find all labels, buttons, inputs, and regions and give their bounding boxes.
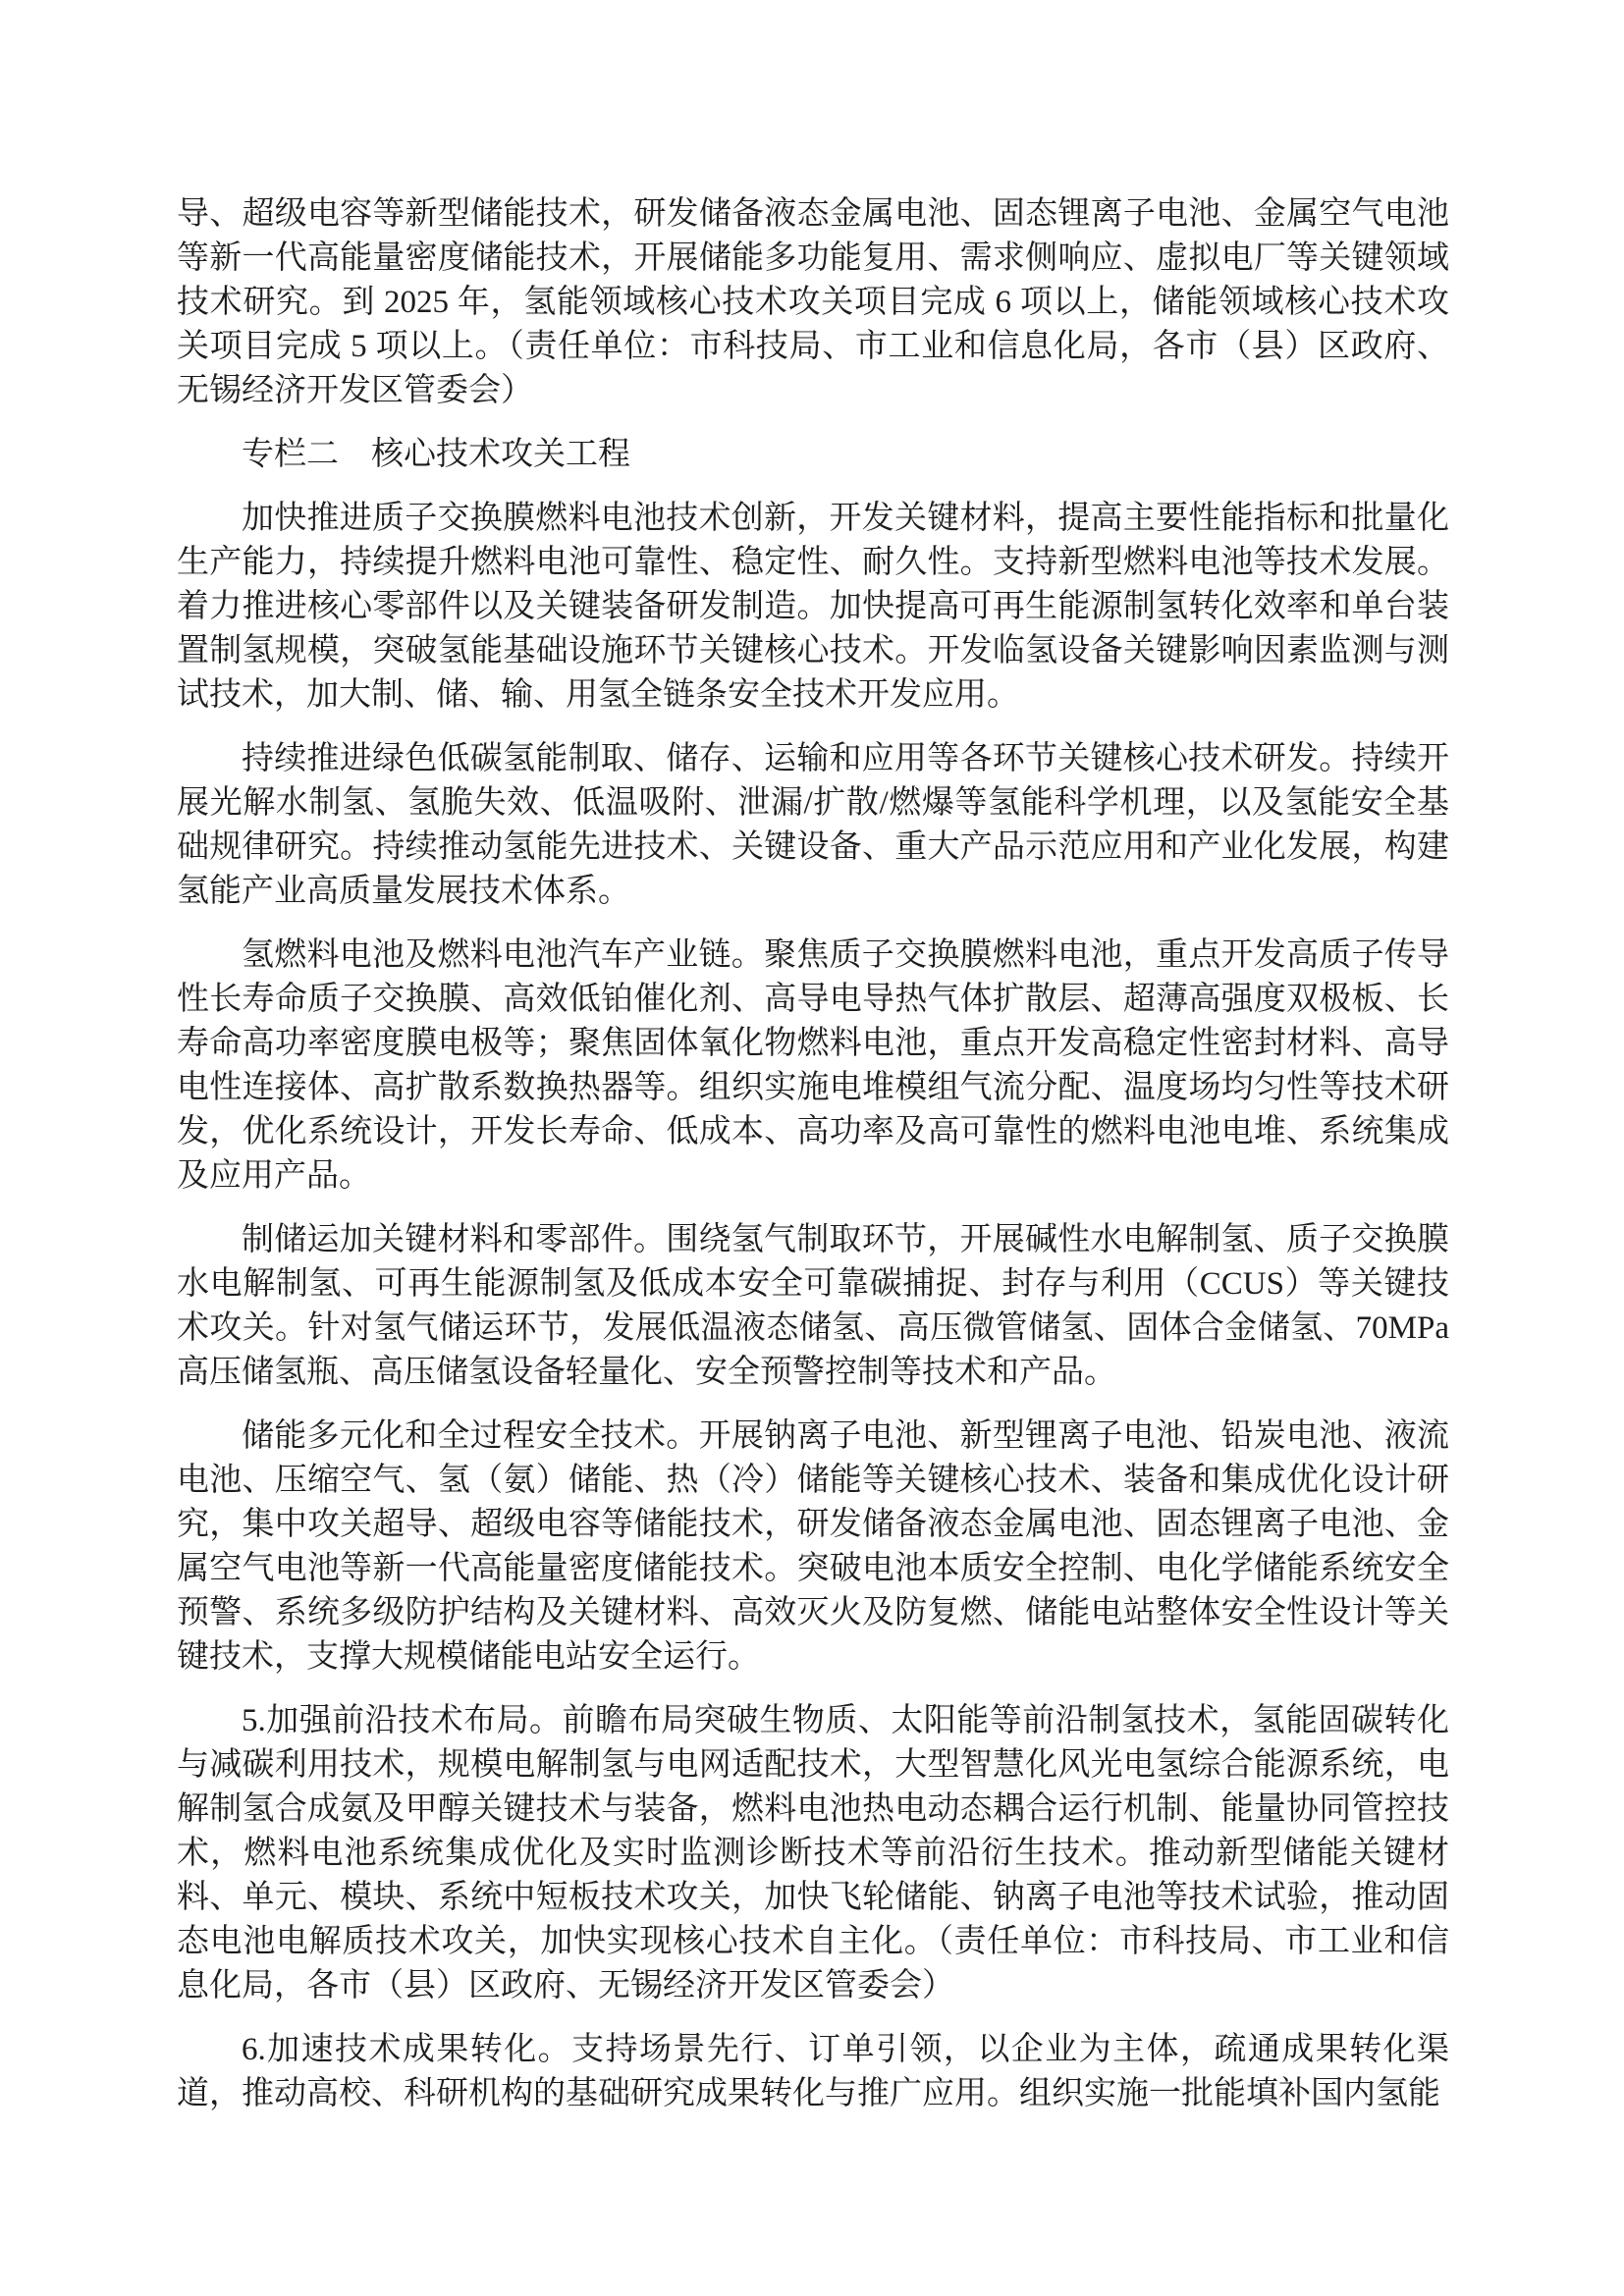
numbered-item-6-achievement-transfer: 6.加速技术成果转化。支持场景先行、订单引领，以企业为主体，疏通成果转化渠道，推动高校、科研机构的基础研究成果转化与推广应用。组织实施一批能填补国内氢能	[177, 2032, 1449, 2111]
numbered-item-5-frontier-technology: 5.加强前沿技术布局。前瞻布局突破生物质、太阳能等前沿制氢技术，氢能固碳转化与减碳利用技术，规模电解制氢与电网适配技术，大型智慧化风光电氢综合能源系统，电解制氢合成氨及甲醇关键技术与装备，燃料电池热电动态耦合运行机制、能量协同管控技术，燃料电池系统集成优化及实时监测诊断技术等前沿衍生技术。推动新型储能关键材料、单元、模块、系统中短板技术攻关，加快飞轮储能、钠离子电池等技术试验，推动固态电池电解质技术攻关，加快实现核心技术自主化。（责任单位：市科技局、市工业和信息化局，各市（县）区政府、无锡经济开发区管委会）	[177, 1703, 1449, 2003]
box-paragraph-fuel-cell-innovation: 加快推进质子交换膜燃料电池技术创新，开发关键材料，提高主要性能指标和批量化生产能力，持续提升燃料电池可靠性、稳定性、耐久性。支持新型燃料电池等技术发展。着力推进核心零部件以及关键装备研发制造。加快提高可再生能源制氢转化效率和单台装置制氢规模，突破氢能基础设施环节关键核心技术。开发临氢设备关键影响因素监测与测试技术，加大制、储、输、用氢全链条安全技术开发应用。	[177, 501, 1449, 713]
box-paragraph-energy-storage-safety: 储能多元化和全过程安全技术。开展钠离子电池、新型锂离子电池、铅炭电池、液流电池、压缩空气、氢（氨）储能、热（冷）储能等关键核心技术、装备和集成优化设计研究，集中攻关超导、超级电容等储能技术，研发储备液态金属电池、固态锂离子电池、金属空气电池等新一代高能量密度储能技术。突破电池本质安全控制、电化学储能系统安全预警、系统多级防护结构及关键材料、高效灭火及防复燃、储能电站整体安全性设计等关键技术，支撑大规模储能电站安全运行。	[177, 1418, 1449, 1675]
box-heading-column-two: 专栏二 核心技术攻关工程	[242, 437, 630, 472]
continuation-paragraph: 导、超级电容等新型储能技术，研发储备液态金属电池、固态锂离子电池、金属空气电池等新一代高能量密度储能技术，开展储能多功能复用、需求侧响应、虚拟电厂等关键领域技术研究。到 2025 年，氢能领域核心技术攻关项目完成 6 项以上，储能领域核心技术攻关项目完成 5 项以上。（责任单位：市科技局、市工业和信息化局，各市（县）区政府、无锡经济开发区管委会）	[177, 196, 1449, 408]
box-paragraph-green-low-carbon-hydrogen: 持续推进绿色低碳氢能制取、储存、运输和应用等各环节关键核心技术研发。持续开展光解水制氢、氢脆失效、低温吸附、泄漏/扩散/燃爆等氢能科学机理，以及氢能安全基础规律研究。持续推动氢能先进技术、关键设备、重大产品示范应用和产业化发展，构建氢能产业高质量发展技术体系。	[177, 741, 1449, 909]
box-paragraph-storage-transport-materials: 制储运加关键材料和零部件。围绕氢气制取环节，开展碱性水电解制氢、质子交换膜水电解制氢、可再生能源制氢及低成本安全可靠碳捕捉、封存与利用（CCUS）等关键技术攻关。针对氢气储运环节，发展低温液态储氢、高压微管储氢、固体合金储氢、70MPa 高压储氢瓶、高压储氢设备轻量化、安全预警控制等技术和产品。	[177, 1222, 1449, 1390]
box-paragraph-fuel-cell-industry-chain: 氢燃料电池及燃料电池汽车产业链。聚焦质子交换膜燃料电池，重点开发高质子传导性长寿命质子交换膜、高效低铂催化剂、高导电导热气体扩散层、超薄高强度双极板、长寿命高功率密度膜电极等；聚焦固体氧化物燃料电池，重点开发高稳定性密封材料、高导电性连接体、高扩散系数换热器等。组织实施电堆模组气流分配、温度场均匀性等技术研发，优化系统设计，开发长寿命、低成本、高功率及高可靠性的燃料电池电堆、系统集成及应用产品。	[177, 937, 1449, 1194]
